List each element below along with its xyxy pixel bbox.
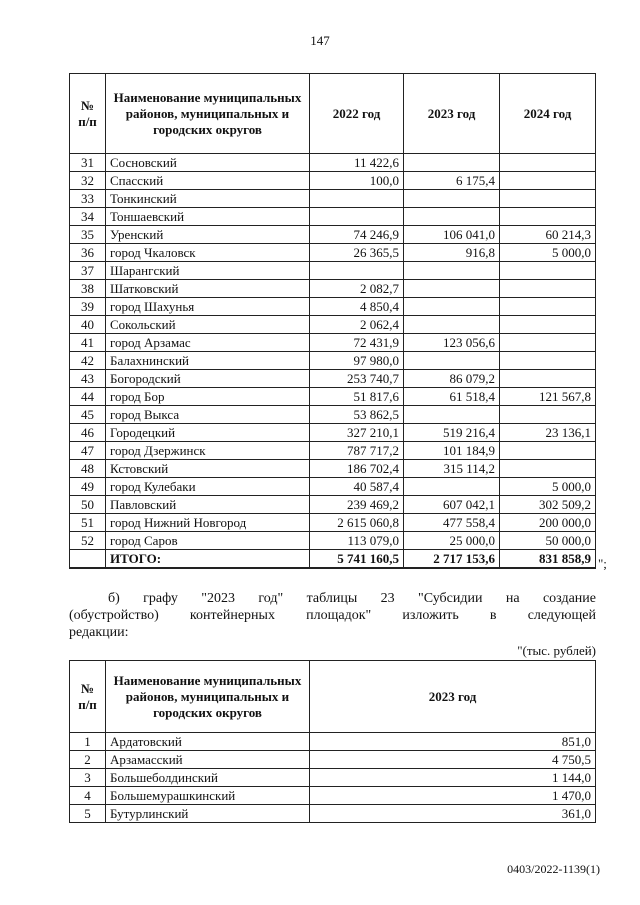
row-name: Ардатовский: [106, 733, 310, 751]
row-name: Большеболдинский: [106, 769, 310, 787]
table-row: [70, 769, 596, 787]
row-number: 45: [70, 406, 106, 424]
row-name: город Чкаловск: [106, 244, 310, 262]
table-row: [70, 805, 596, 823]
row-name: Тонкинский: [106, 190, 310, 208]
paragraph-line-2: (обустройство) контейнерных площадок" изложить в следующей: [69, 608, 596, 623]
row-name: город Шахунья: [106, 298, 310, 316]
value-2023: [404, 208, 500, 226]
row-name: Городецкий: [106, 424, 310, 442]
value-2024: 200 000,0: [500, 514, 596, 532]
value-2022: 239 469,2: [310, 496, 404, 514]
row-number: 3: [70, 769, 106, 787]
value-2023: 123 056,6: [404, 334, 500, 352]
table-row: [70, 442, 596, 460]
row-name: город Нижний Новгород: [106, 514, 310, 532]
row-number: 35: [70, 226, 106, 244]
table-row: [70, 316, 596, 334]
value-2022: [310, 208, 404, 226]
row-number: 46: [70, 424, 106, 442]
total-blank: [70, 550, 106, 569]
value-2022: 113 079,0: [310, 532, 404, 550]
table-row: [70, 298, 596, 316]
row-number: 47: [70, 442, 106, 460]
total-2024: 831 858,9: [500, 550, 596, 569]
row-number: 49: [70, 478, 106, 496]
value-2024: [500, 442, 596, 460]
value-2024: 60 214,3: [500, 226, 596, 244]
value-2023: 4 750,5: [310, 751, 596, 769]
row-name: Большемурашкинский: [106, 787, 310, 805]
value-2023: [404, 406, 500, 424]
table-row: [70, 172, 596, 190]
value-2023: 1 470,0: [310, 787, 596, 805]
table-row: [70, 190, 596, 208]
value-2024: [500, 154, 596, 172]
value-2023: 61 518,4: [404, 388, 500, 406]
table-row: [70, 280, 596, 298]
row-number: 51: [70, 514, 106, 532]
table-row: [70, 352, 596, 370]
table-row: [70, 334, 596, 352]
table-row: [70, 154, 596, 172]
row-name: Сокольский: [106, 316, 310, 334]
value-2022: 72 431,9: [310, 334, 404, 352]
row-number: 43: [70, 370, 106, 388]
row-number: 39: [70, 298, 106, 316]
row-number: 5: [70, 805, 106, 823]
value-2023: [404, 352, 500, 370]
value-2023: 315 114,2: [404, 460, 500, 478]
row-number: 40: [70, 316, 106, 334]
value-2024: 50 000,0: [500, 532, 596, 550]
table-row: [70, 226, 596, 244]
table-row: [70, 478, 596, 496]
value-2023: [404, 190, 500, 208]
value-2024: [500, 370, 596, 388]
value-2022: 2 082,7: [310, 280, 404, 298]
value-2022: 253 740,7: [310, 370, 404, 388]
value-2022: 40 587,4: [310, 478, 404, 496]
value-2022: 26 365,5: [310, 244, 404, 262]
row-number: 52: [70, 532, 106, 550]
value-2024: 23 136,1: [500, 424, 596, 442]
value-2024: [500, 298, 596, 316]
row-name: Шарангский: [106, 262, 310, 280]
value-2023: 86 079,2: [404, 370, 500, 388]
table-row: [70, 751, 596, 769]
value-2022: 327 210,1: [310, 424, 404, 442]
row-number: 50: [70, 496, 106, 514]
row-number: 38: [70, 280, 106, 298]
row-name: Спасский: [106, 172, 310, 190]
value-2023: [404, 154, 500, 172]
value-2023: 607 042,1: [404, 496, 500, 514]
value-2022: 100,0: [310, 172, 404, 190]
header-num: № п/п: [70, 661, 106, 733]
header-2023: 2023 год: [310, 661, 596, 733]
value-2022: 53 862,5: [310, 406, 404, 424]
table-row: [70, 787, 596, 805]
value-2023: 25 000,0: [404, 532, 500, 550]
value-2024: [500, 280, 596, 298]
header-2023: 2023 год: [404, 74, 500, 154]
value-2024: [500, 190, 596, 208]
row-number: 48: [70, 460, 106, 478]
value-2023: 101 184,9: [404, 442, 500, 460]
value-2022: 4 850,4: [310, 298, 404, 316]
value-2023: [404, 298, 500, 316]
value-2023: [404, 316, 500, 334]
row-number: 33: [70, 190, 106, 208]
header-name: Наименование муниципальных районов, муниципальных и городских округов: [106, 74, 310, 154]
row-name: город Выкса: [106, 406, 310, 424]
value-2023: 1 144,0: [310, 769, 596, 787]
subsidy-table: [69, 73, 596, 569]
row-number: 2: [70, 751, 106, 769]
value-2022: [310, 262, 404, 280]
header-2022: 2022 год: [310, 74, 404, 154]
row-number: 37: [70, 262, 106, 280]
row-number: 42: [70, 352, 106, 370]
row-name: город Дзержинск: [106, 442, 310, 460]
paragraph-line-1: б) графу "2023 год" таблицы 23 "Субсидии на создание: [108, 591, 596, 606]
total-row: [70, 550, 596, 569]
value-2022: [310, 190, 404, 208]
value-2024: [500, 460, 596, 478]
value-2024: [500, 316, 596, 334]
units-label: "(тыс. рублей): [517, 643, 596, 658]
value-2023: 851,0: [310, 733, 596, 751]
row-number: 36: [70, 244, 106, 262]
table-row: [70, 460, 596, 478]
value-2024: 5 000,0: [500, 244, 596, 262]
value-2024: 5 000,0: [500, 478, 596, 496]
row-number: 4: [70, 787, 106, 805]
total-label: ИТОГО:: [106, 550, 310, 569]
value-2023: [404, 280, 500, 298]
document-code: 0403/2022-1139(1): [507, 862, 600, 876]
table-row: [70, 532, 596, 550]
row-name: Тоншаевский: [106, 208, 310, 226]
value-2022: 74 246,9: [310, 226, 404, 244]
table-row: [70, 424, 596, 442]
row-name: Кстовский: [106, 460, 310, 478]
table-row: [70, 262, 596, 280]
value-2024: 121 567,8: [500, 388, 596, 406]
value-2022: 787 717,2: [310, 442, 404, 460]
value-2022: 2 615 060,8: [310, 514, 404, 532]
value-2022: 97 980,0: [310, 352, 404, 370]
value-2022: 51 817,6: [310, 388, 404, 406]
value-2024: [500, 172, 596, 190]
paragraph-line-3: редакции:: [69, 625, 129, 640]
table-row: [70, 733, 596, 751]
row-name: город Кулебаки: [106, 478, 310, 496]
row-name: Сосновский: [106, 154, 310, 172]
row-name: Шатковский: [106, 280, 310, 298]
value-2023: 106 041,0: [404, 226, 500, 244]
table-row: [70, 388, 596, 406]
row-name: Бутурлинский: [106, 805, 310, 823]
value-2024: [500, 352, 596, 370]
value-2022: 186 702,4: [310, 460, 404, 478]
row-name: город Бор: [106, 388, 310, 406]
value-2023: [404, 478, 500, 496]
value-2023: 361,0: [310, 805, 596, 823]
header-name: Наименование муниципальных районов, муниципальных и городских округов: [106, 661, 310, 733]
value-2023: 6 175,4: [404, 172, 500, 190]
table-row: [70, 514, 596, 532]
value-2024: [500, 334, 596, 352]
value-2023: 477 558,4: [404, 514, 500, 532]
table-row: [70, 496, 596, 514]
table-row: [70, 208, 596, 226]
row-name: Павловский: [106, 496, 310, 514]
row-number: 1: [70, 733, 106, 751]
value-2024: [500, 406, 596, 424]
row-name: Уренский: [106, 226, 310, 244]
row-number: 31: [70, 154, 106, 172]
value-2024: [500, 208, 596, 226]
table-row: [70, 244, 596, 262]
row-name: город Арзамас: [106, 334, 310, 352]
value-2022: 11 422,6: [310, 154, 404, 172]
row-number: 44: [70, 388, 106, 406]
table-row: [70, 406, 596, 424]
row-name: Богородский: [106, 370, 310, 388]
value-2024: 302 509,2: [500, 496, 596, 514]
value-2023: 519 216,4: [404, 424, 500, 442]
row-name: Арзамасский: [106, 751, 310, 769]
value-2024: [500, 262, 596, 280]
row-name: Балахнинский: [106, 352, 310, 370]
value-2023: 916,8: [404, 244, 500, 262]
value-2022: 2 062,4: [310, 316, 404, 334]
row-number: 32: [70, 172, 106, 190]
table-row: [70, 370, 596, 388]
closing-quote: ";: [598, 556, 607, 571]
row-number: 41: [70, 334, 106, 352]
page-number: 147: [310, 33, 330, 48]
row-name: город Саров: [106, 532, 310, 550]
header-2024: 2024 год: [500, 74, 596, 154]
row-number: 34: [70, 208, 106, 226]
total-2023: 2 717 153,6: [404, 550, 500, 569]
total-2022: 5 741 160,5: [310, 550, 404, 569]
value-2023: [404, 262, 500, 280]
container-sites-table: [69, 660, 596, 823]
header-num: № п/п: [70, 74, 106, 154]
